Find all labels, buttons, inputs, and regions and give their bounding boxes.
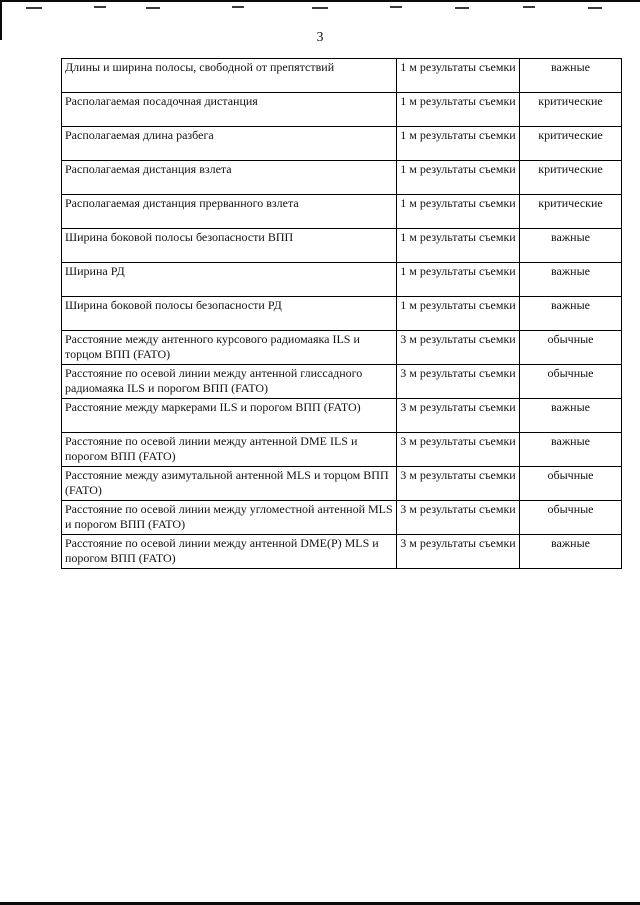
- table-row: [62, 467, 622, 501]
- row-accuracy: 3 м результаты съемки: [397, 331, 520, 365]
- scan-artifact: [146, 7, 160, 9]
- table-row: [62, 161, 622, 195]
- table-row: [62, 365, 622, 399]
- row-parameter-name: Располагаемая длина разбега: [62, 127, 397, 161]
- table-row: [62, 195, 622, 229]
- row-classification: обычные: [520, 467, 622, 501]
- spec-table: [61, 58, 622, 569]
- row-accuracy: 1 м результаты съемки: [397, 229, 520, 263]
- row-parameter-name: Ширина РД: [62, 263, 397, 297]
- scan-artifact: [232, 6, 244, 8]
- row-parameter-name: Расстояние между антенного курсового радиомаяка ILS и торцом ВПП (FATO): [62, 331, 397, 365]
- row-accuracy: 1 м результаты съемки: [397, 297, 520, 331]
- row-classification: важные: [520, 297, 622, 331]
- page-number: 3: [316, 30, 324, 45]
- row-accuracy: 3 м результаты съемки: [397, 467, 520, 501]
- row-parameter-name: Располагаемая дистанция прерванного взлета: [62, 195, 397, 229]
- table-row: [62, 297, 622, 331]
- row-parameter-name: Расстояние между азимутальной антенной MLS и торцом ВПП (FATO): [62, 467, 397, 501]
- row-classification: обычные: [520, 365, 622, 399]
- scan-artifact: [588, 7, 602, 9]
- scan-edge-top: [0, 0, 640, 2]
- row-classification: обычные: [520, 331, 622, 365]
- table-row: [62, 127, 622, 161]
- row-classification: важные: [520, 59, 622, 93]
- scan-artifact: [390, 6, 402, 8]
- scan-artifact: [523, 6, 535, 8]
- row-classification: важные: [520, 433, 622, 467]
- row-parameter-name: Расстояние между маркерами ILS и порогом ВПП (FATO): [62, 399, 397, 433]
- row-accuracy: 1 м результаты съемки: [397, 59, 520, 93]
- row-accuracy: 3 м результаты съемки: [397, 365, 520, 399]
- row-accuracy: 1 м результаты съемки: [397, 195, 520, 229]
- row-classification: критические: [520, 161, 622, 195]
- row-classification: важные: [520, 399, 622, 433]
- table-row: [62, 399, 622, 433]
- table-row: [62, 59, 622, 93]
- row-classification: обычные: [520, 501, 622, 535]
- row-accuracy: 1 м результаты съемки: [397, 127, 520, 161]
- row-parameter-name: Расстояние по осевой линии между антенной DME(P) MLS и порогом ВПП (FATO): [62, 535, 397, 569]
- row-parameter-name: Расстояние по осевой линии между угломестной антенной MLS и порогом ВПП (FATO): [62, 501, 397, 535]
- row-parameter-name: Расстояние по осевой линии между антенной DME ILS и порогом ВПП (FATO): [62, 433, 397, 467]
- row-classification: важные: [520, 263, 622, 297]
- row-parameter-name: Располагаемая посадочная дистанция: [62, 93, 397, 127]
- row-accuracy: 3 м результаты съемки: [397, 501, 520, 535]
- row-classification: критические: [520, 195, 622, 229]
- row-parameter-name: Расстояние по осевой линии между антенной глиссадного радиомаяка ILS и порогом ВПП (FATO): [62, 365, 397, 399]
- table-row: [62, 433, 622, 467]
- scan-artifact: [455, 7, 469, 9]
- row-parameter-name: Располагаемая дистанция взлета: [62, 161, 397, 195]
- row-accuracy: 1 м результаты съемки: [397, 263, 520, 297]
- row-parameter-name: Ширина боковой полосы безопасности ВПП: [62, 229, 397, 263]
- table-row: [62, 535, 622, 569]
- row-classification: важные: [520, 535, 622, 569]
- row-classification: важные: [520, 229, 622, 263]
- row-accuracy: 3 м результаты съемки: [397, 399, 520, 433]
- table-row: [62, 331, 622, 365]
- table-row: [62, 93, 622, 127]
- scan-artifact: [312, 7, 328, 9]
- scan-artifact: [26, 7, 42, 9]
- row-accuracy: 1 м результаты съемки: [397, 93, 520, 127]
- row-accuracy: 1 м результаты съемки: [397, 161, 520, 195]
- table-row: [62, 501, 622, 535]
- row-classification: критические: [520, 93, 622, 127]
- table-row: [62, 263, 622, 297]
- row-classification: критические: [520, 127, 622, 161]
- spec-table-body: [62, 59, 622, 569]
- scan-artifact: [94, 6, 106, 8]
- row-parameter-name: Длины и ширина полосы, свободной от препятствий: [62, 59, 397, 93]
- row-parameter-name: Ширина боковой полосы безопасности РД: [62, 297, 397, 331]
- row-accuracy: 3 м результаты съемки: [397, 433, 520, 467]
- row-accuracy: 3 м результаты съемки: [397, 535, 520, 569]
- table-row: [62, 229, 622, 263]
